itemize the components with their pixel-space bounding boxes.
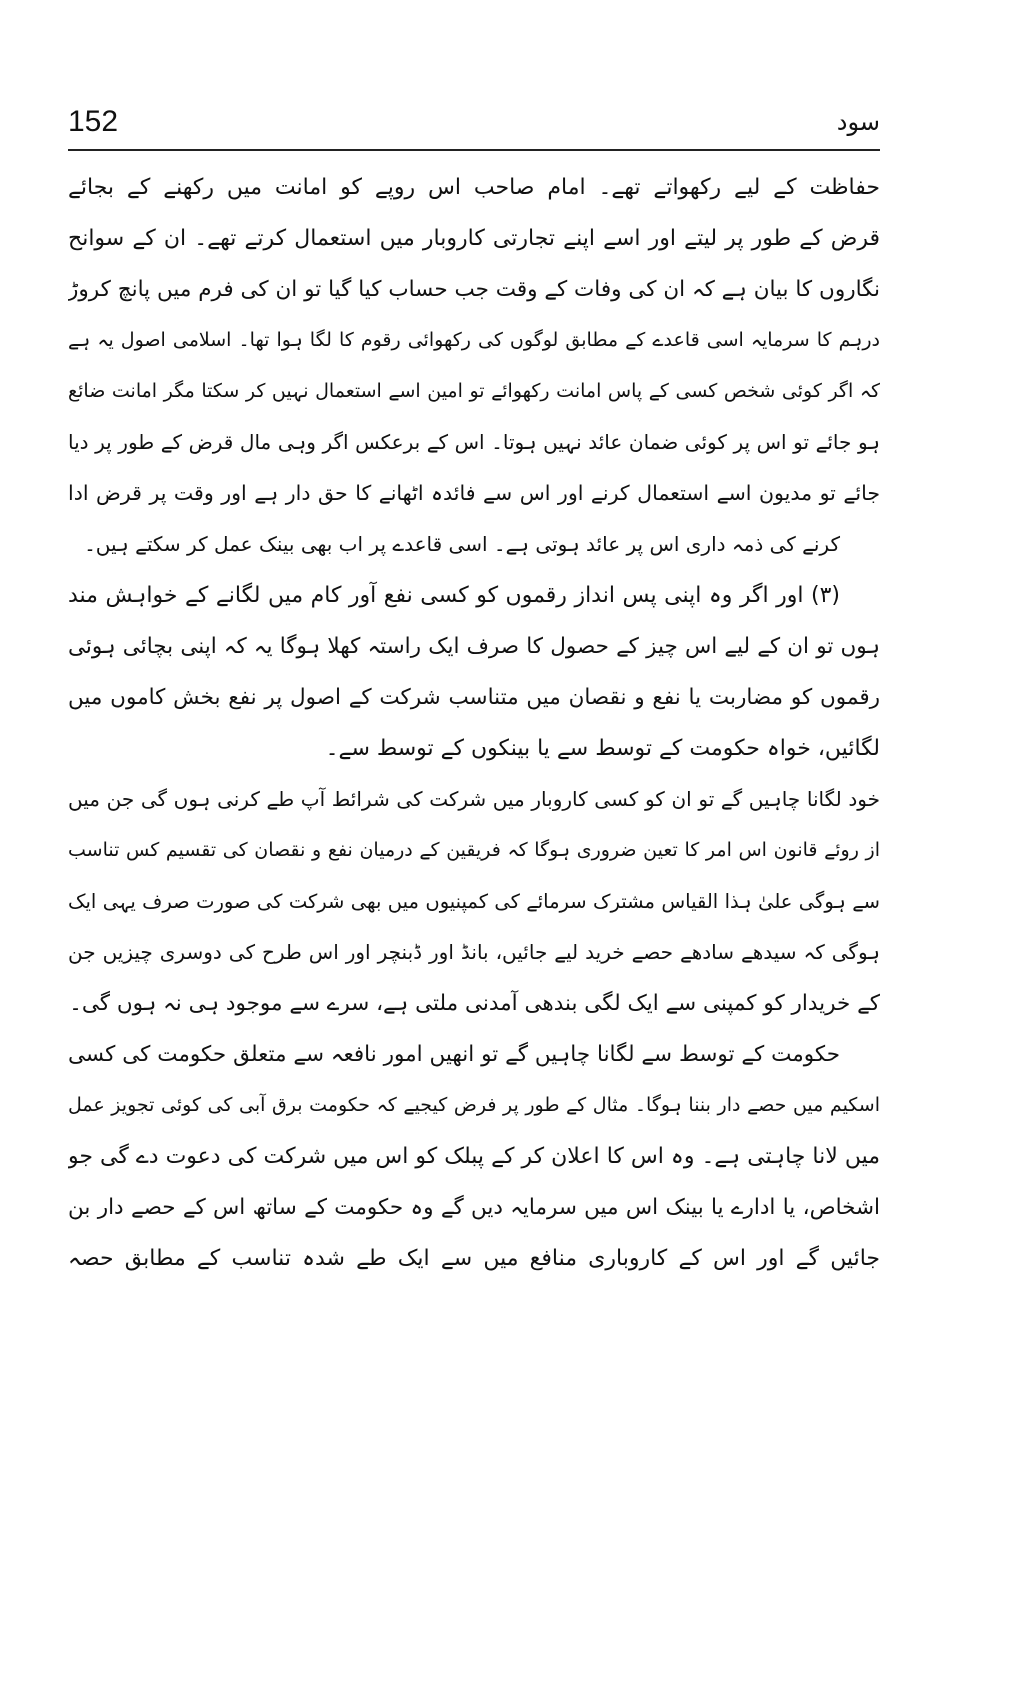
text-line: سے ہوگی علیٰ ہذا القیاس مشترک سرمائے کی کمپنیوں میں بھی شرکت کی صورت صرف یہی ایک: [68, 890, 880, 913]
text-line: از روئے قانون اس امر کا تعین ضروری ہوگا کہ فریقین کے درمیان نفع و نقصان کی تقسیم کس تناسب: [68, 839, 880, 861]
text-line: لگائیں، خواہ حکومت کے توسط سے یا بینکوں کے توسط سے۔: [325, 736, 880, 761]
text-line: حفاظت کے لیے رکھواتے تھے۔ امام صاحب اس روپے کو امانت میں رکھنے کے بجائے: [68, 175, 880, 200]
text-line: حکومت کے توسط سے لگانا چاہیں گے تو انھیں امور نافعہ سے متعلق حکومت کی کسی: [68, 1042, 840, 1067]
paragraph: [68, 162, 880, 570]
paragraph: [68, 570, 880, 774]
text-line: کے خریدار کو کمپنی سے ایک لگی بندھی آمدنی ملتی ہے، سرے سے موجود ہی نہ ہوں گی۔: [69, 991, 880, 1016]
text-line: نگاروں کا بیان ہے کہ ان کی وفات کے وقت جب حساب کیا گیا تو ان کی فرم میں پانچ کروڑ: [68, 277, 880, 302]
paragraph: [68, 1029, 880, 1284]
page-number: 152: [68, 105, 119, 138]
text-line: قرض کے طور پر لیتے اور اسے اپنے تجارتی کاروبار میں استعمال کرتے تھے۔ ان کے سوانح: [68, 226, 880, 251]
text-line: میں لانا چاہتی ہے۔ وہ اس کا اعلان کر کے پبلک کو اس میں شرکت کی دعوت دے گی جو: [68, 1144, 880, 1169]
page-header: [68, 104, 880, 150]
text-line: رقموں کو مضاربت یا نفع و نقصان میں متناسب شرکت کے اصول پر نفع بخش کاموں میں: [68, 685, 880, 710]
text-line: ہو جائے تو اس پر کوئی ضمان عائد نہیں ہوتا۔ اس کے برعکس اگر وہی مال قرض کے طور پر دیا: [68, 430, 880, 454]
text-line: ہوگی کہ سیدھے سادھے حصے خرید لیے جائیں، بانڈ اور ڈبنچر اور اس طرح کی دوسری چیزیں جن: [68, 940, 880, 964]
text-line: درہم کا سرمایہ اسی قاعدے کے مطابق لوگوں کی رکھوائی رقوم کا لگا ہوا تھا۔ اسلامی اصول یہ ہے: [68, 329, 880, 351]
text-line: جائے تو مدیون اسے استعمال کرنے اور اس سے فائدہ اٹھانے کا حق دار ہے اور وقت پر قرض ادا: [68, 481, 880, 505]
running-title: سود: [836, 108, 880, 136]
text-line: کہ اگر کوئی شخص کسی کے پاس امانت رکھوائے تو امین اسے استعمال نہیں کر سکتا مگر امانت ضائع: [68, 380, 880, 402]
text-line: (۳) اور اگر وہ اپنی پس انداز رقموں کو کسی نفع آور کام میں لگانے کے خواہش مند: [68, 583, 840, 608]
text-line: جائیں گے اور اس کے کاروباری منافع میں سے ایک طے شدہ تناسب کے مطابق حصہ: [68, 1246, 880, 1271]
header-divider: [68, 149, 880, 151]
text-line: ہوں تو ان کے لیے اس چیز کے حصول کا صرف ایک راستہ کھلا ہوگا یہ کہ اپنی بچائی ہوئی: [68, 634, 880, 659]
paragraph: [68, 774, 880, 1029]
text-line: اشخاص، یا ادارے یا بینک اس میں سرمایہ دیں گے وہ حکومت کے ساتھ اس کے حصے دار بن: [68, 1195, 880, 1220]
text-line: کرنے کی ذمہ داری اس پر عائد ہوتی ہے۔ اسی قاعدے پر اب بھی بینک عمل کر سکتے ہیں۔: [84, 532, 840, 556]
text-line: خود لگانا چاہیں گے تو ان کو کسی کاروبار میں شرکت کی شرائط آپ طے کرنی ہوں گی جن میں: [68, 787, 880, 811]
body-text: [68, 162, 880, 1284]
text-line: اسکیم میں حصے دار بننا ہوگا۔ مثال کے طور پر فرض کیجیے کہ حکومت برق آبی کی کوئی تجویز عمل: [68, 1094, 880, 1116]
